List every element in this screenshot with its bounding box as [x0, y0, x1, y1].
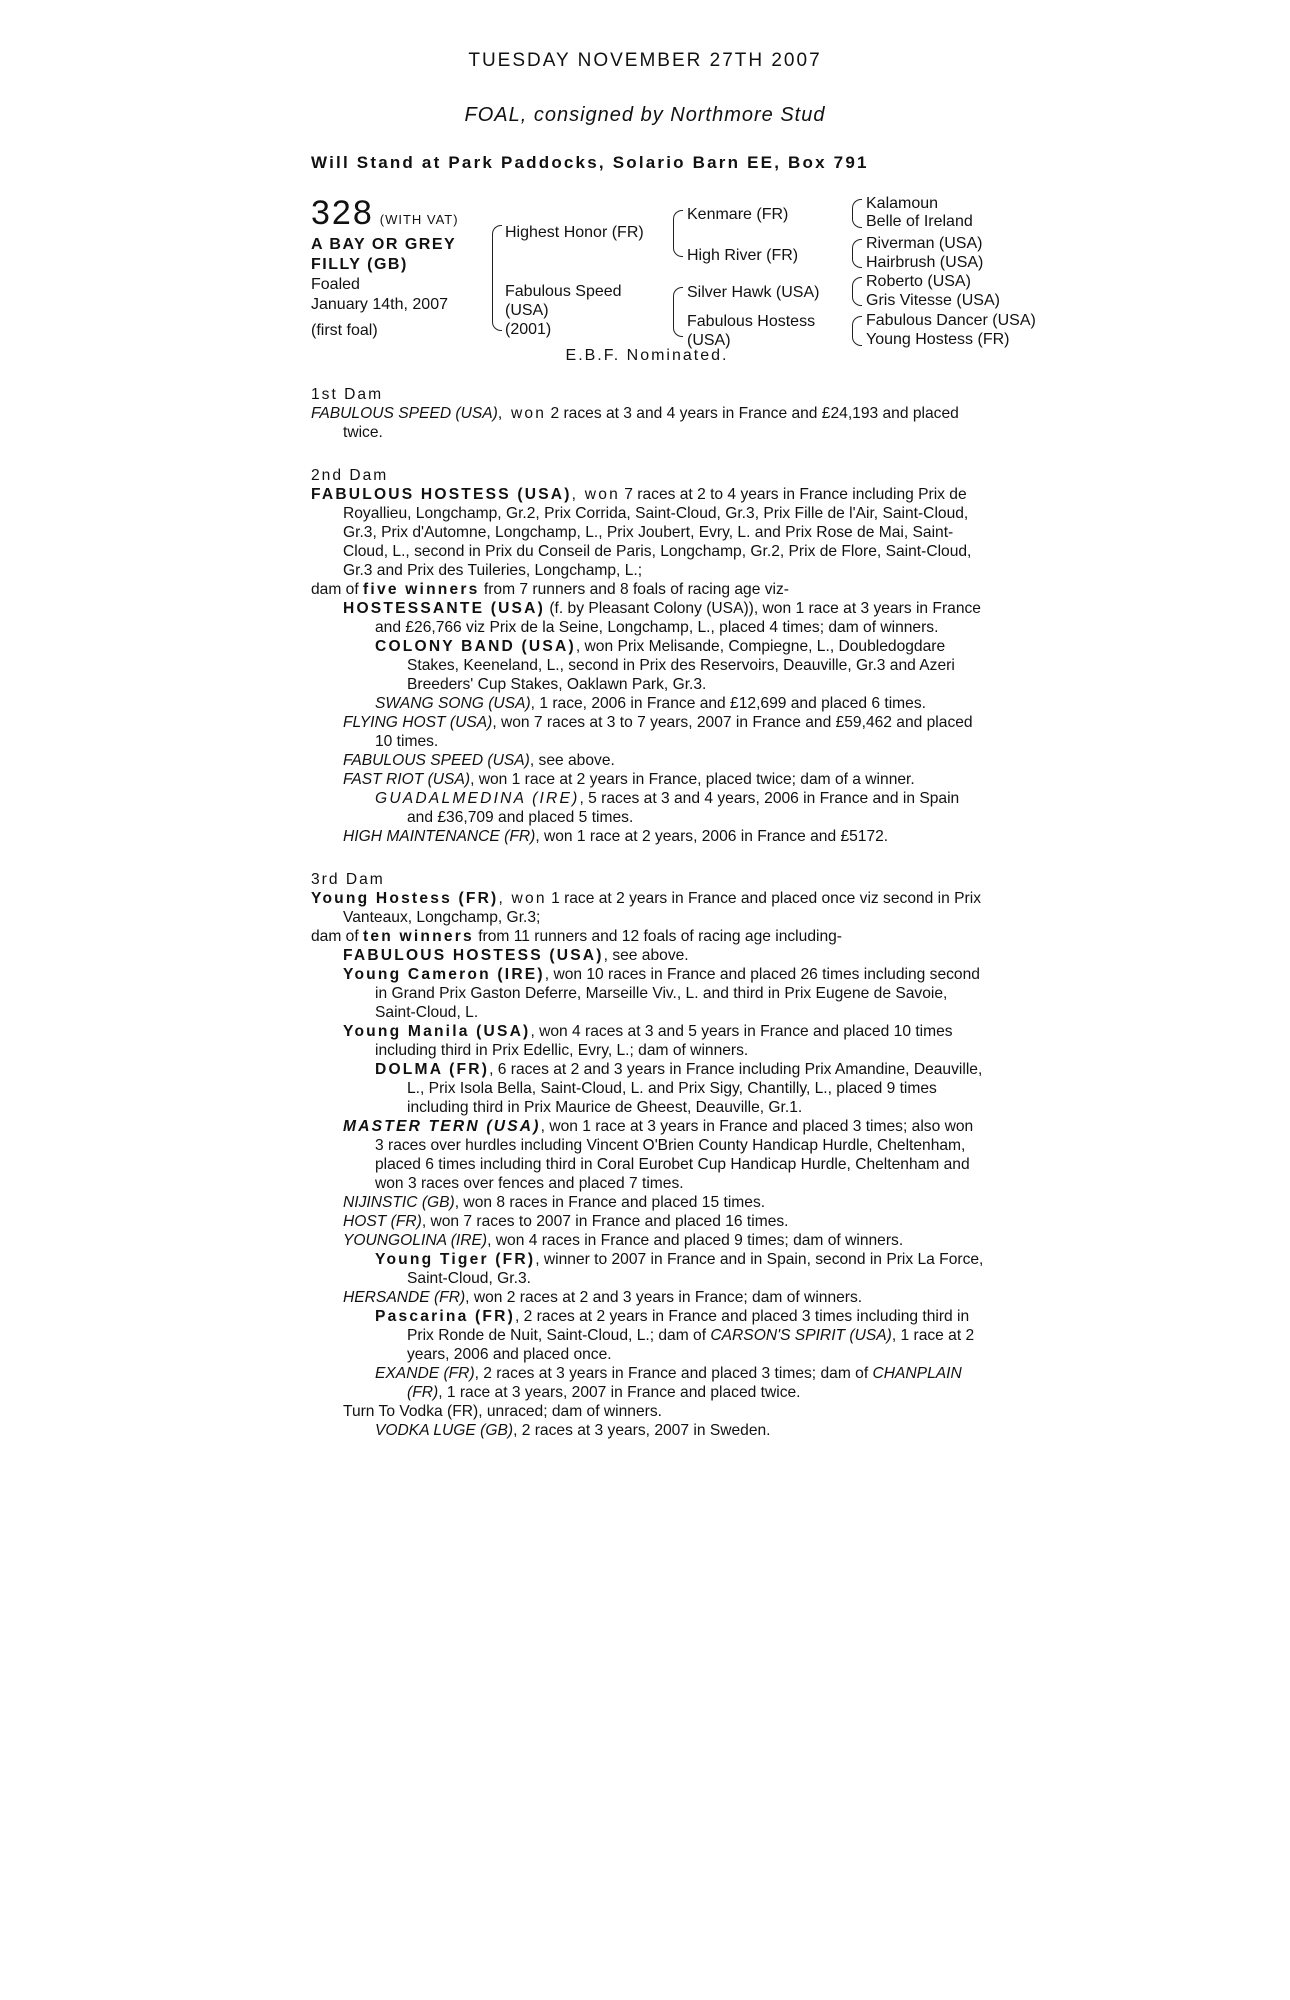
foaled-date: January 14th, 2007: [311, 296, 448, 313]
pedigree-dam-year: (2001): [505, 321, 552, 338]
produce-text: , won 8 races in France and placed 15 times.: [454, 1194, 766, 1211]
produce-text: , won 7 races to 2007 in France and placed 16 times.: [421, 1213, 789, 1230]
produce-text: , 2 races at 3 years, 2007 in Sweden.: [513, 1422, 771, 1439]
produce-item: [311, 1421, 986, 1440]
produce-name: FLYING HOST (USA): [343, 714, 493, 731]
first-dam-name: FABULOUS SPEED (USA): [311, 405, 498, 422]
second-dam-heading: 2nd Dam: [311, 467, 389, 484]
produce-name: HIGH MAINTENANCE (FR): [343, 828, 536, 845]
produce-item: [311, 946, 986, 965]
produce-item: [311, 599, 986, 637]
brace-sd: [852, 239, 862, 268]
pedigree-ddd: Young Hostess (FR): [866, 331, 1010, 348]
produce-name: EXANDE (FR): [375, 1365, 475, 1382]
produce-item: [311, 770, 986, 789]
produce-name: NIJINSTIC (GB): [343, 1194, 455, 1211]
produce-name: VODKA LUGE (GB): [375, 1422, 514, 1439]
produce-text: , 1 race, 2006 in France and £12,699 and placed 6 times.: [530, 695, 926, 712]
produce-item: [311, 1364, 986, 1402]
second-dam-entry: [311, 485, 986, 580]
first-foal-note: (first foal): [311, 322, 378, 339]
produce-name: Young Tiger (FR): [375, 1251, 536, 1268]
produce-text: , won 10 races in France and placed 26 times including second in Grand Prix Gaston Deferre, Marseille Viv., L. and third in Prix Eugene de Savoie, Saint-Cloud, L.: [375, 966, 980, 1021]
produce-text: , 2 races at 2 years in France and placed 3 times including third in Prix Ronde de Nuit, Saint-Cloud, L.; dam of: [407, 1308, 970, 1344]
pedigree-dds: Fabulous Dancer (USA): [866, 312, 1036, 329]
lot-number: 328: [311, 194, 374, 232]
first-dam-entry: [311, 404, 986, 442]
produce-name: HERSANDE (FR): [343, 1289, 466, 1306]
produce-item: [311, 1022, 986, 1060]
produce-text: , won 4 races at 3 and 5 years in France and placed 10 times including third in Prix Edellic, Evry, L.; dam of winners.: [375, 1023, 953, 1059]
produce-text: , won 1 race at 3 years in France and placed 3 times; also won 3 races over hurdles including Vincent O'Brien County Handicap Hurdle, Cheltenham, placed 6 times including third in Coral Eurobet Cup Handicap Hurdle, Cheltenham and won 3 races over fences and placed 7 times.: [375, 1118, 974, 1192]
pedigree-dam: [505, 282, 622, 339]
lot-description-1: A BAY OR GREY: [311, 236, 457, 253]
third-dam-won: , won: [498, 890, 547, 907]
third-dam-dam-of: [311, 927, 986, 946]
produce-text: , won 1 race at 2 years in France, placed twice; dam of a winner.: [470, 771, 915, 788]
produce-item: [311, 637, 986, 694]
first-dam-heading: 1st Dam: [311, 386, 384, 403]
produce-item: [311, 827, 986, 846]
pedigree-sds: Riverman (USA): [866, 235, 983, 252]
foaled-label: Foaled: [311, 276, 360, 293]
brace-gen1: [492, 225, 502, 331]
produce-item: [311, 1231, 986, 1250]
ebf-text: E.B.F. Nominated.: [565, 347, 729, 364]
produce-text: , won Prix Melisande, Compiegne, L., Doubledogdare Stakes, Keeneland, L., second in Prix des Reservoirs, Deauville, Gr.3 and Azeri Breeders' Cup Stakes, Oaklawn Park, Gr.3.: [407, 638, 955, 693]
produce-text: , see above.: [603, 947, 689, 964]
produce-name: DOLMA (FR): [375, 1061, 490, 1078]
produce-item: [311, 1193, 986, 1212]
dam-of-suffix: from 7 runners and 8 foals of racing age viz-: [479, 581, 789, 598]
produce-item: [311, 1250, 986, 1288]
pedigree-sss: Kalamoun: [866, 195, 939, 212]
produce-item: [311, 1212, 986, 1231]
produce-name: HOSTESSANTE (USA): [343, 600, 546, 617]
produce-item: [311, 751, 986, 770]
produce-item: [311, 1060, 986, 1117]
pedigree-dam-dam-name: Fabulous Hostess: [687, 313, 816, 330]
pedigree-sire-dam: High River (FR): [687, 247, 799, 264]
produce-item: [311, 789, 986, 827]
pedigree-dam-sire: Silver Hawk (USA): [687, 284, 820, 301]
first-dam-won: , won: [497, 405, 547, 422]
second-dam-won: , won: [571, 486, 620, 503]
second-dam-name: FABULOUS HOSTESS (USA): [311, 486, 572, 503]
first-dam-text: 2 races at 3 and 4 years in France and £24,193 and placed twice.: [343, 405, 959, 441]
brace-dam-line: [673, 287, 683, 337]
brace-dd: [852, 316, 862, 346]
pedigree-dam-dam-origin: (USA): [687, 332, 731, 349]
produce-name: Pascarina (FR): [375, 1308, 515, 1325]
produce-name: YOUNGOLINA (IRE): [343, 1232, 488, 1249]
pedigree-sire: Highest Honor (FR): [505, 224, 644, 241]
sale-date: TUESDAY NOVEMBER 27TH 2007: [468, 50, 822, 71]
produce-text: , unraced; dam of winners.: [478, 1403, 662, 1420]
stand-location: Will Stand at Park Paddocks, Solario Barn EE, Box 791: [311, 153, 869, 172]
produce-item: [311, 1288, 986, 1307]
produce-name: FABULOUS HOSTESS (USA): [343, 947, 604, 964]
produce-item: [311, 965, 986, 1022]
pedigree-dss: Roberto (USA): [866, 273, 971, 290]
produce-extra-name: CARSON'S SPIRIT (USA): [710, 1327, 892, 1344]
ebf-nominated: [0, 347, 1290, 365]
produce-text: , 5 races at 3 and 4 years, 2006 in France and in Spain and £36,709 and placed 5 times.: [407, 790, 960, 826]
produce-extra-text: , 1 race at 2 years, 2006 and placed once.: [407, 1327, 975, 1363]
pedigree-ssd: Belle of Ireland: [866, 213, 973, 230]
produce-name: COLONY BAND (USA): [375, 638, 576, 655]
produce-text: , won 4 races in France and placed 9 times; dam of winners.: [487, 1232, 904, 1249]
produce-item: [311, 694, 986, 713]
produce-name: GUADALMEDINA (IRE): [375, 790, 580, 807]
produce-item: [311, 1402, 986, 1421]
produce-name: HOST (FR): [343, 1213, 422, 1230]
produce-name: Young Cameron (IRE): [343, 966, 545, 983]
produce-text: , won 7 races at 3 to 7 years, 2007 in France and £59,462 and placed 10 times.: [375, 714, 973, 750]
third-dam-heading: 3rd Dam: [311, 871, 385, 888]
produce-item: [311, 713, 986, 751]
produce-text: , see above.: [529, 752, 615, 769]
pedigree-dam-dam: [687, 312, 815, 350]
produce-name: SWANG SONG (USA): [375, 695, 531, 712]
third-dam-name: Young Hostess (FR): [311, 890, 499, 907]
lot-info: [311, 193, 481, 341]
second-dam-text: 7 races at 2 to 4 years in France including Prix de Royallieu, Longchamp, Gr.2, Prix Corrida, Saint-Cloud, Gr.3, Prix Fille de l'Air, Saint-Cloud, Gr.3, Prix d'Automne, Longchamp, L., Prix Joubert, Evry, L. and Prix Rose de Mai, Saint-Cloud, L., second in Prix du Conseil de Paris, Longchamp, Gr.2, Prix de Flore, Saint-Cloud, Gr.3 and Prix des Tuileries, Longchamp, L.;: [343, 486, 972, 579]
dam-of-suffix: from 11 runners and 12 foals of racing age including-: [473, 928, 842, 945]
produce-text: , won 2 races at 2 and 3 years in France; dam of winners.: [465, 1289, 863, 1306]
third-dam-entry: [311, 889, 986, 927]
produce-extra-text: , 1 race at 3 years, 2007 in France and placed twice.: [438, 1384, 801, 1401]
produce-item: [311, 1307, 986, 1364]
dam-of-count: five winners: [363, 581, 480, 598]
dam-of-count: ten winners: [363, 928, 474, 945]
produce-text: , won 1 race at 2 years, 2006 in France and £5172.: [535, 828, 889, 845]
produce-text: (f. by Pleasant Colony (USA)), won 1 race at 3 years in France and £26,766 viz Prix de la Seine, Longchamp, L., placed 4 times; dam of winners.: [375, 600, 981, 636]
produce-record: [311, 385, 986, 1440]
vat-note: (WITH VAT): [379, 212, 459, 227]
produce-name: MASTER TERN (USA): [343, 1118, 541, 1135]
third-dam-text: 1 race at 2 years in France and placed once viz second in Prix Vanteaux, Longchamp, Gr.3;: [343, 890, 981, 926]
brace-sire-line: [673, 210, 683, 257]
produce-text: , 2 races at 3 years in France and placed 3 times; dam of: [474, 1365, 873, 1382]
second-dam-dam-of: [311, 580, 986, 599]
produce-extra-name: CHANPLAIN (FR): [407, 1365, 962, 1401]
produce-item: [311, 1117, 986, 1193]
pedigree-dsd: Gris Vitesse (USA): [866, 292, 1000, 309]
brace-ds: [852, 277, 862, 306]
produce-text: , 6 races at 2 and 3 years in France including Prix Amandine, Deauville, L., Prix Isola Bella, Saint-Cloud, L. and Prix Sigy, Chantilly, L., placed 9 times including third in Prix Maurice de Gheest, Deauville, Gr.1.: [407, 1061, 983, 1116]
produce-text: , winner to 2007 in France and in Spain, second in Prix La Force, Saint-Cloud, Gr.3.: [407, 1251, 984, 1287]
produce-name: FABULOUS SPEED (USA): [343, 752, 530, 769]
produce-name: Turn To Vodka (FR): [343, 1403, 479, 1420]
pedigree-dam-origin: (USA): [505, 302, 549, 319]
brace-ss: [852, 199, 862, 228]
dam-of-prefix: dam of: [311, 928, 364, 945]
produce-name: FAST RIOT (USA): [343, 771, 471, 788]
consignment-line: FOAL, consigned by Northmore Stud: [464, 104, 826, 126]
pedigree-sdd: Hairbrush (USA): [866, 254, 984, 271]
lot-description-2: FILLY (GB): [311, 256, 408, 273]
pedigree-dam-name: Fabulous Speed: [505, 283, 622, 300]
dam-of-prefix: dam of: [311, 581, 364, 598]
produce-name: Young Manila (USA): [343, 1023, 531, 1040]
pedigree-sire-sire: Kenmare (FR): [687, 206, 789, 223]
